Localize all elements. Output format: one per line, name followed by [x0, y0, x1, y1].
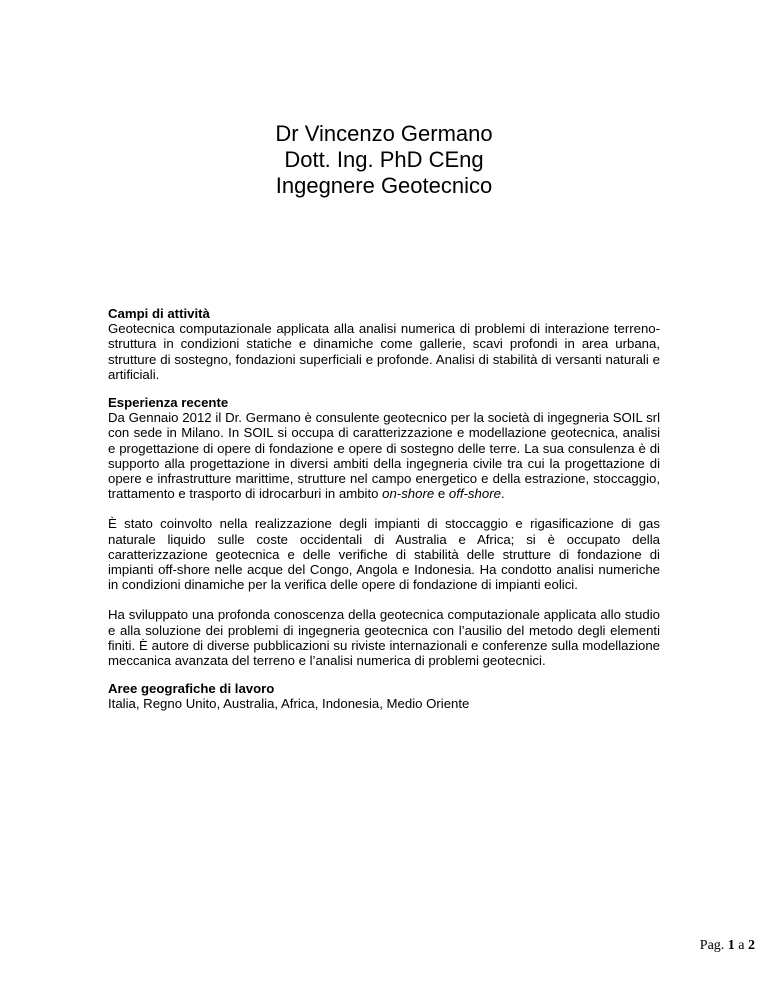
author-name: Dr Vincenzo Germano: [275, 121, 493, 146]
experience-p1-offshore: off-shore: [448, 486, 501, 502]
page-separator: a: [734, 938, 748, 953]
page-total: 2: [748, 938, 755, 953]
experience-p1-text: Da Gennaio 2012 il Dr. Germano è consulente geotecnico per la società di ingegneria SOIL srl con sede in Milano. In SOIL si occupa di caratterizzazione e modellazione geotecnica, analisi e progettazione di opere di fondazione e opere di sostegno delle terre. La sua consulenza è di supporto alla progettazione in diversi ambiti della ingegneria civile tra cui la progettazione di opere e infrastrutture marittime, strutture nel campo energetico e della estrazione, stoccaggio, trattamento e trasporto di idrocarburi in ambito: [108, 410, 660, 502]
experience-paragraph-1: [108, 410, 660, 501]
experience-paragraph-2: È stato coinvolto nella realizzazione degli impianti di stoccaggio e rigasificazione di gas naturale liquido sulle coste occidentali di Australia e Africa; si è occupato della caratterizzazione geotecnica e delle verifiche di stabilità delle strutture di fondazione di impianti off-shore nelle acque del Congo, Angola e Indonesia. Ha condotto analisi numeriche in condizioni dinamiche per la verifica delle opere di fondazione di impianti eolici.: [108, 516, 660, 593]
author-titles: Dott. Ing. PhD CEng: [284, 147, 484, 172]
page-current: 1: [727, 938, 735, 953]
document-header: [0, 121, 768, 199]
experience-p1-end: .: [500, 486, 505, 502]
page-number: [700, 938, 755, 954]
fields-paragraph: Geotecnica computazionale applicata alla analisi numerica di problemi di interazione terreno-struttura in condizioni statiche e dinamiche come gallerie, scavi profondi in area urbana, strutture di sostegno, fondazioni superficiali e profonde. Analisi di stabilità di versanti naturali e artificiali.: [108, 321, 660, 382]
page-prefix: Pag.: [699, 938, 728, 953]
section-fields: [108, 306, 660, 382]
experience-p1-onshore: on-shore: [382, 486, 435, 502]
author-role: Ingegnere Geotecnico: [275, 173, 493, 198]
section-title-fields: Campi di attività: [108, 306, 210, 321]
experience-p1-joiner: e: [434, 486, 449, 502]
experience-paragraph-3: Ha sviluppato una profonda conoscenza della geotecnica computazionale applicata allo studio e alla soluzione dei problemi di ingegneria geotecnica con l’ausilio del metodo degli elementi finiti. È autore di diverse pubblicazioni su riviste internazionali e conferenze sulla modellazione meccanica avanzata del terreno e l’analisi numerica di problemi geotecnici.: [108, 607, 660, 669]
section-title-experience: Esperienza recente: [108, 395, 229, 411]
areas-paragraph: Italia, Regno Unito, Australia, Africa, Indonesia, Medio Oriente: [108, 696, 470, 712]
section-title-areas: Aree geografiche di lavoro: [108, 681, 275, 697]
document-body: [108, 306, 660, 712]
section-experience: [108, 395, 660, 668]
section-areas: [108, 681, 660, 711]
